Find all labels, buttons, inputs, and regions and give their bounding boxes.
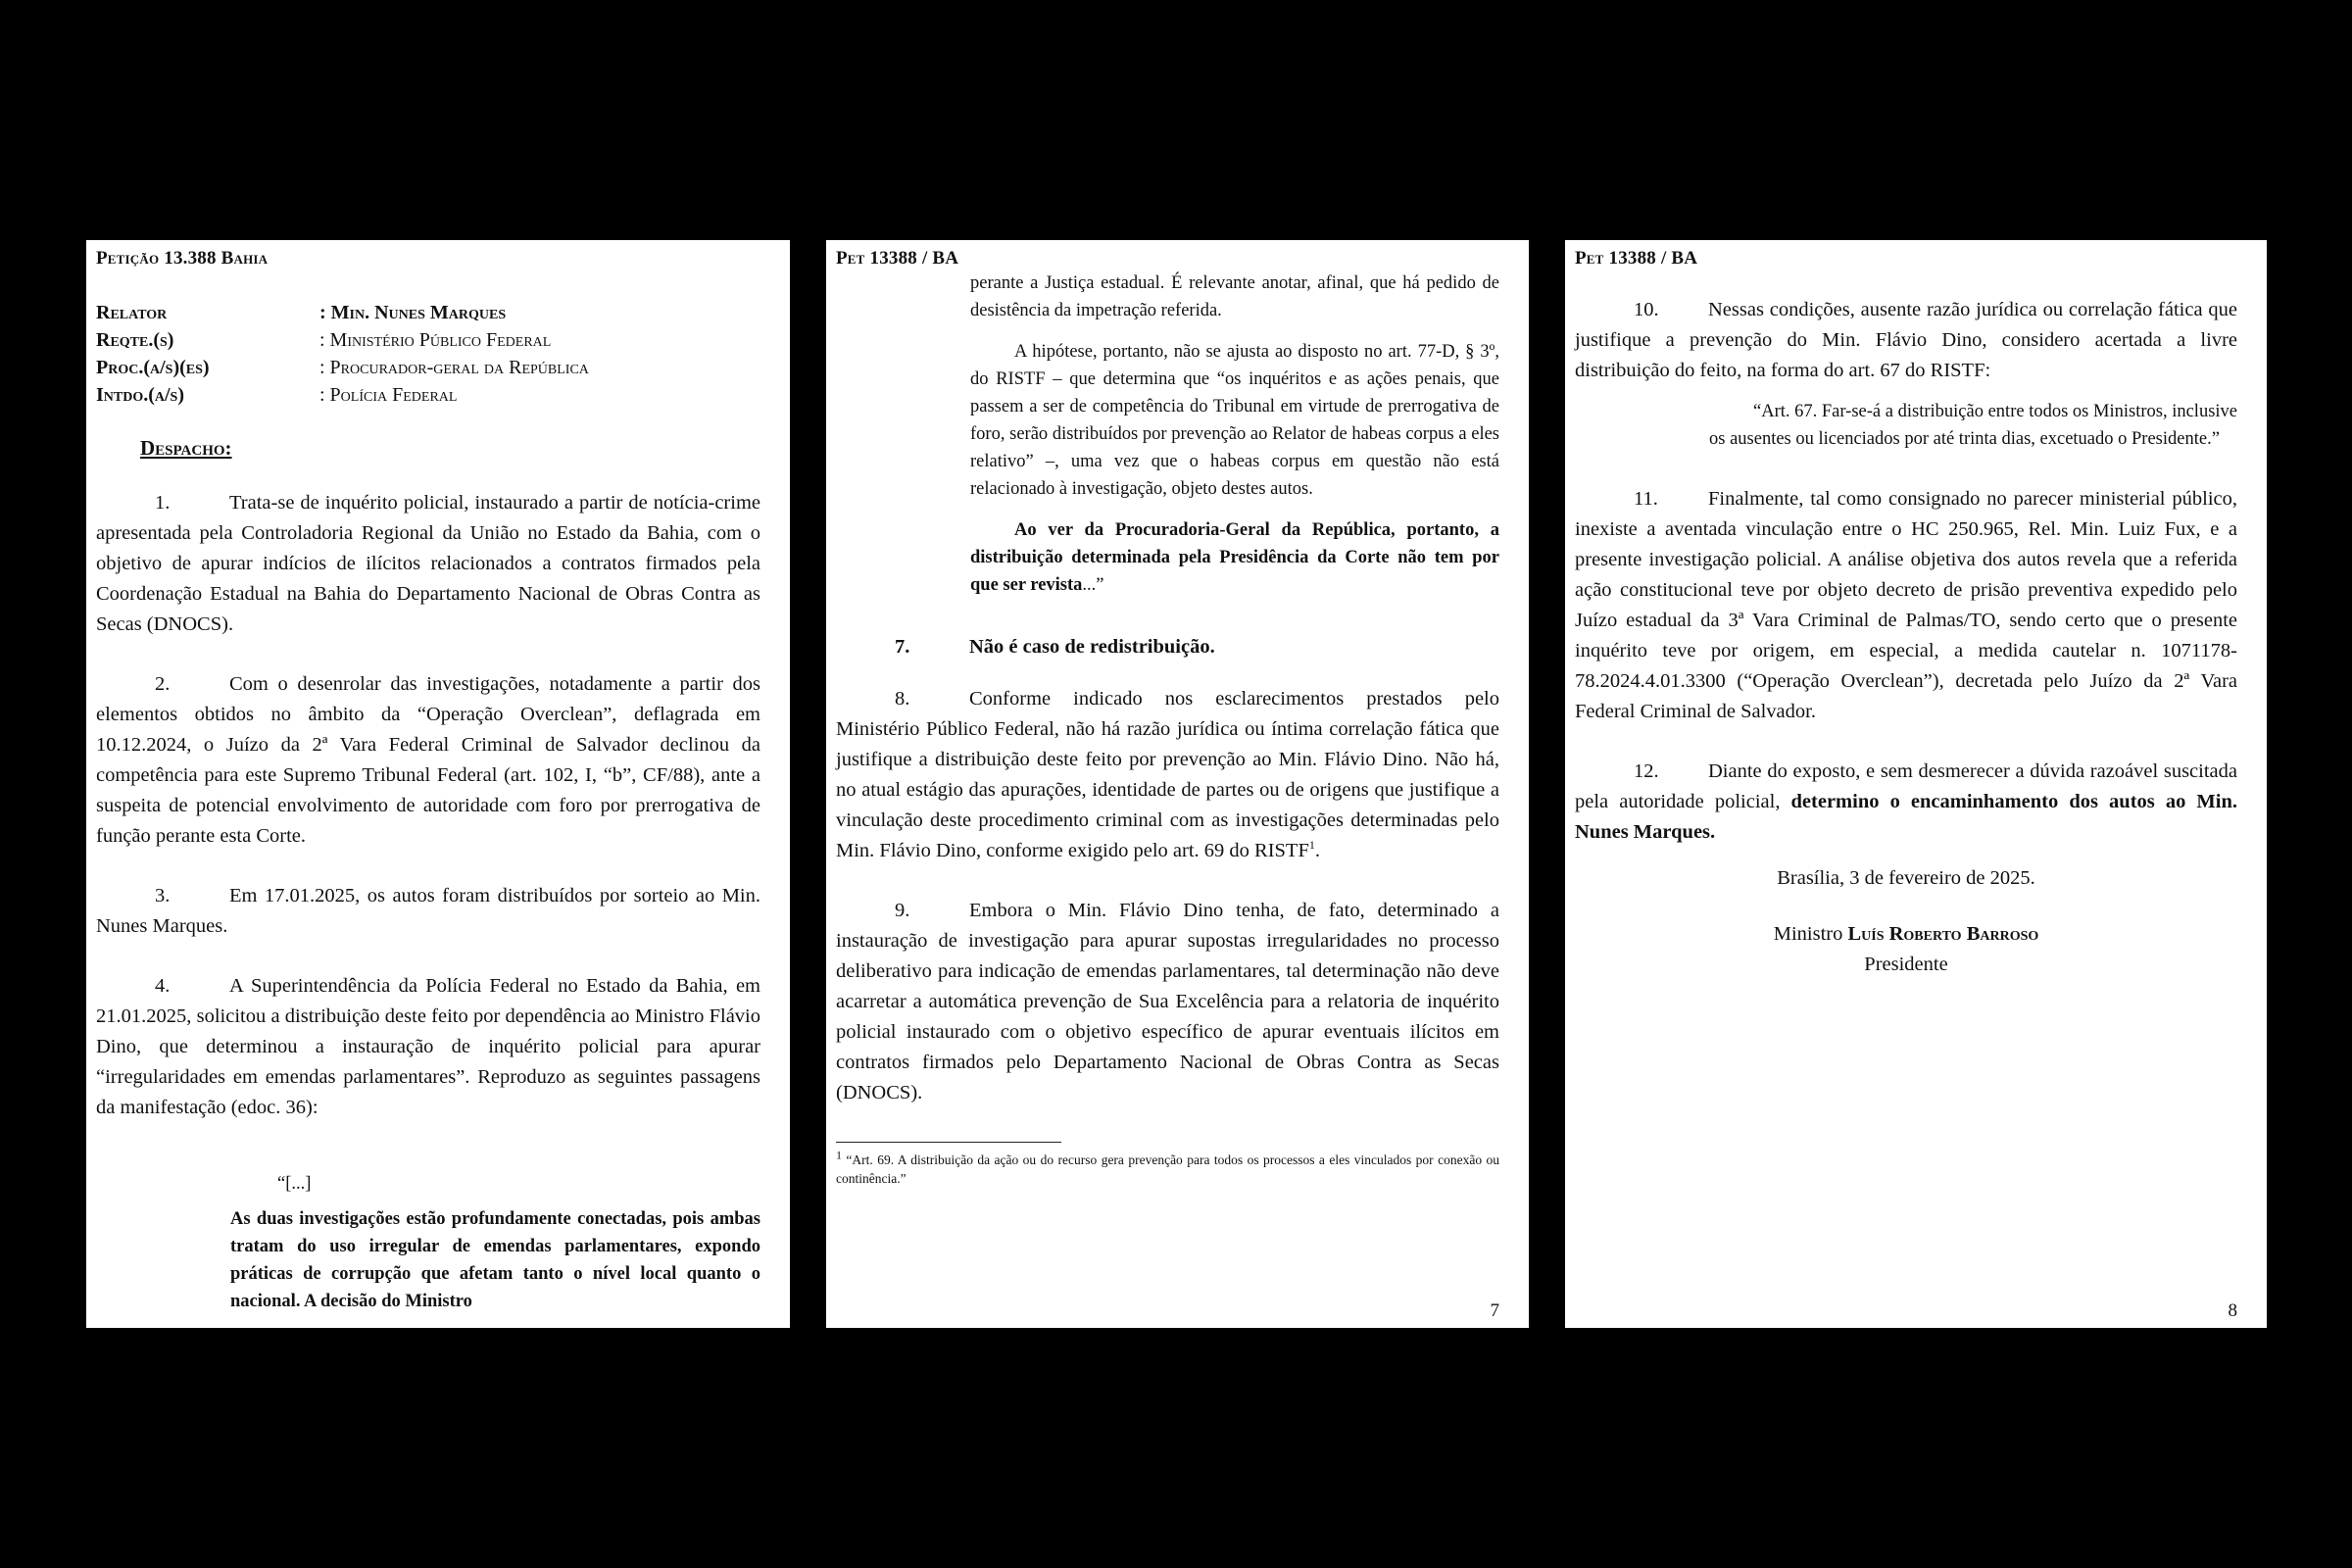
paragraph-number: 9. [895, 900, 910, 921]
signature-prefix: Ministro [1773, 923, 1848, 945]
running-head: Pet 13388 / BA [836, 248, 959, 269]
running-head: Pet 13388 / BA [1575, 248, 1698, 269]
footnote-divider [836, 1142, 1061, 1143]
footnote [836, 1148, 1499, 1188]
quote-paragraph: A hipótese, portanto, não se ajusta ao disposto no art. 77-D, § 3º, do RISTF – que determina que “os inquéritos e as ações penais, que passem a ser de competência do Tribunal em virtude de prerrogativa de foro, serão distribuídos por prevenção ao Relator de habeas corpus a eles relativo” –, uma vez que o habeas corpus em questão não está relacionado à investigação, objeto destes autos. [970, 342, 1499, 499]
document-page-3 [1565, 240, 2267, 1328]
quote-bold: As duas investigações estão profundamente conectadas, pois ambas tratam do uso irregular de emendas parlamentares, expondo práticas de corrupção que afetam tanto o nível local quanto o nacional. A decisão do Ministro [230, 1209, 760, 1311]
paragraph-text: Diante do exposto, e sem desmerecer a dúvida razoável suscitada pela autoridade policial, [1575, 760, 2237, 812]
section-heading-7 [836, 632, 1499, 662]
quote-bold [970, 516, 1499, 599]
section-title-despacho: Despacho: [140, 436, 232, 460]
header-value: : Procurador-geral da República [319, 357, 589, 378]
paragraph-4 [96, 971, 760, 1123]
paragraph-bold-decision: determino o encaminhamento dos autos ao Min. Nunes Marques. [1575, 791, 2237, 843]
header-label: Relator [96, 302, 168, 323]
paragraph-number: 11. [1634, 488, 1658, 510]
case-header [96, 299, 760, 409]
paragraph-text: Embora o Min. Flávio Dino tenha, de fato, determinado a instauração de investigação para apurar supostas irregularidades no processo deliberativo para indicação de emendas parlamentares, tal determinação não deve acarretar a automática prevenção de Sua Excelência para a relatoria de inquérito policial instaurado com o objetivo específico de apurar eventuais ilícitos em contratos firmados pelo Departamento Nacional de Obras Contra as Secas (DNOCS). [836, 900, 1499, 1103]
paragraph-number: 4. [155, 975, 171, 997]
footnote-text: “Art. 69. A distribuição da ação ou do recurso gera prevenção para todos os processos a eles vinculados por conexão ou continência.” [836, 1152, 1499, 1186]
header-label: Intdo.(a/s) [96, 384, 185, 406]
paragraph-11 [1575, 484, 2237, 727]
date-line: Brasília, 3 de fevereiro de 2025. [1777, 867, 2035, 889]
paragraph-text: Nessas condições, ausente razão jurídica ou correlação fática que justifique a prevenção do Min. Flávio Dino, considero acertada a livre distribuição do feito, na forma do art. 67 do RISTF: [1575, 299, 2237, 381]
header-row-relator [96, 299, 760, 326]
header-value: : Polícia Federal [319, 384, 458, 406]
quote-bold-tail: ...” [1082, 575, 1104, 595]
paragraph-text: Trata-se de inquérito policial, instaurado a partir de notícia-crime apresentada pela Controladoria Regional da União no Estado da Bahia, com o objetivo de apurar indícios de ilícitos relacionados a contratos firmados pela Coordenação Estadual na Bahia do Departamento Nacional de Obras Contra as Secas (DNOCS). [96, 492, 760, 635]
quote-art-67: “Art. 67. Far-se-á a distribuição entre todos os Ministros, inclusive os ausentes ou licenciados por até trinta dias, excetuado o Presidente.” [1709, 402, 2237, 449]
paragraph-number: 7. [895, 636, 910, 658]
header-row-proc [96, 354, 760, 381]
paragraph-number: 2. [155, 673, 171, 695]
paragraph-number: 10. [1634, 299, 1659, 320]
paragraph-text: Conforme indicado nos esclarecimentos prestados pelo Ministério Público Federal, não há razão jurídica ou íntima correlação fática que justifique a distribuição deste feito por prevenção ao Min. Flávio Dino. Não há, no atual estágio das apurações, identidade de partes ou de origens que justifique a vinculação deste procedimento criminal com as investigações determinadas pelo Min. Flávio Dino, conforme exigido pelo art. 69 do RISTF [836, 688, 1499, 861]
paragraph-number: 8. [895, 688, 910, 710]
header-label: Proc.(a/s)(es) [96, 357, 210, 378]
heading-text: Não é caso de redistribuição. [969, 636, 1215, 658]
footnote-number: 1 [836, 1148, 842, 1162]
paragraph-10 [1575, 295, 2237, 386]
paragraph-text: Com o desenrolar das investigações, notadamente a partir dos elementos obtidos no âmbito da “Operação Overclean”, deflagrada em 10.12.2024, o Juízo da 2ª Vara Federal Criminal de Salvador declinou da competência para este Supremo Tribunal Federal (art. 102, I, “b”, CF/88), ante a suspeita de potencial envolvimento de autoridade com foro por prerrogativa de função perante esta Corte. [96, 673, 760, 847]
header-row-reqte [96, 326, 760, 354]
paragraph-text: Finalmente, tal como consignado no parecer ministerial público, inexiste a aventada vinculação entre o HC 250.965, Rel. Min. Luiz Fux, e a presente investigação policial. A análise objetiva dos autos revela que a referida ação constitucional teve por objeto decreto de prisão preventiva expedido pelo Juízo estadual da 3ª Vara Criminal de Palmas/TO, sendo certo que o presente inquérito teve por origem, em especial, a medida cautelar n. 1071178-78.2024.4.01.3300 (“Operação Overclean”), decretada pelo Juízo da 2ª Vara Federal Criminal de Salvador. [1575, 488, 2237, 722]
quote-open: “[...] [277, 1174, 312, 1194]
paragraph-9 [836, 896, 1499, 1108]
footnote-reference: 1 [1308, 838, 1315, 853]
paragraph-text: Em 17.01.2025, os autos foram distribuídos por sorteio ao Min. Nunes Marques. [96, 885, 760, 937]
signature-title: Presidente [1864, 954, 1948, 975]
paragraph-number: 3. [155, 885, 171, 906]
page-number: 8 [2228, 1300, 2237, 1321]
paragraph-12 [1575, 757, 2237, 848]
paragraph-1 [96, 488, 760, 640]
paragraph-3 [96, 881, 760, 942]
paragraph-8 [836, 684, 1499, 866]
paragraph-end: . [1314, 840, 1320, 861]
document-page-1 [86, 240, 790, 1328]
quote-bold-text: Ao ver da Procuradoria-Geral da República, portanto, a distribuição determinada pela Presidência da Corte não tem por que ser revista [970, 520, 1499, 595]
header-value: : Ministério Público Federal [319, 329, 552, 351]
paragraph-number: 12. [1634, 760, 1659, 782]
document-page-2 [826, 240, 1529, 1328]
header-row-intdo [96, 381, 760, 409]
signature-name: Luís Roberto Barroso [1847, 923, 2039, 945]
running-head: Petição 13.388 Bahia [96, 248, 269, 269]
page-number: 7 [1490, 1300, 1499, 1321]
header-value: : Min. Nunes Marques [319, 302, 507, 323]
header-label: Reqte.(s) [96, 329, 174, 351]
paragraph-number: 1. [155, 492, 171, 514]
signature-line [1575, 919, 2237, 950]
paragraph-2 [96, 669, 760, 852]
paragraph-text: A Superintendência da Polícia Federal no Estado da Bahia, em 21.01.2025, solicitou a distribuição deste feito por dependência ao Ministro Flávio Dino, que determinou a instauração de inquérito policial para apurar “irregularidades em emendas parlamentares”. Reproduzo as seguintes passagens da manifestação (edoc. 36): [96, 975, 760, 1118]
quote-continuation: perante a Justiça estadual. É relevante anotar, afinal, que há pedido de desistência da impetração referida. [970, 273, 1499, 320]
